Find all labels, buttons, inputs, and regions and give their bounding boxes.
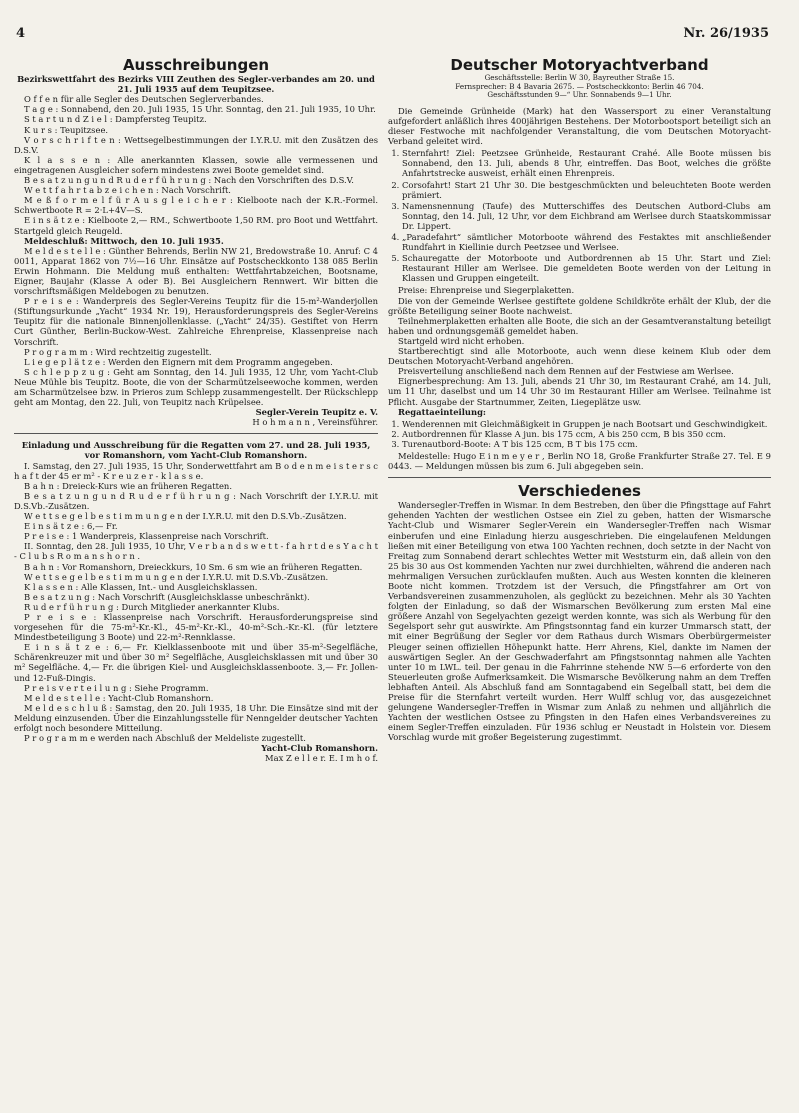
paragraph: I. Samstag, den 27. Juli 1935, 15 Uhr, Sonderwettfahrt am B o d e n m e i s t e r s c h a f t der 45 er m² - K r e u z e r - k l a s s e. [14, 460, 378, 481]
signature-club: Yacht-Club Romanshorn. [261, 743, 378, 754]
paragraph: E i n s ä t z e : 6,— Fr. [24, 521, 118, 532]
event-list [388, 148, 771, 283]
paragraph: Die von der Gemeinde Werlsee gestiftete goldene Schildkröte erhält der Klub, der die größte Beteiligung seiner Boote nachweist. [388, 295, 771, 316]
paragraph: S t a r t u n d Z i e l : Dampfersteg Teupitz. [24, 114, 207, 125]
paragraph: K l a s s e n : Alle anerkannten Klassen, sowie alle vermessenen und eingetragenen Ausgleicher sofern mindestens zwei Boote gemeldet sind. [14, 154, 378, 175]
paragraph: P r e i s e : Wanderpreis des Segler-Vereins Teupitz für die 15-m²-Wanderjollen (Stiftungsurkunde „Yacht“ 1934 Nr. 19), Herausforderungspreis des Segler-Vereins Teupitz für die nationale Binnenjollenklasse. („Yacht“ 24/35). Gestiftet von Herrn Curt Günther, Berlin-Buckow-West. Zahlreiche Ehrenpreise, Klassenpreise nach Vorschrift. [14, 296, 378, 347]
paragraph-wandersegler: Wandersegler-Treffen in Wismar. In dem Bestreben, den über die Pfingsttage auf Fahrt gehenden Yachten der westlichen Ostsee ein Ziel zu geben, hatten der Wismarsche Yacht-Club und Wismarer Segler-Verein ein Wandersegler-Treffen nach Wismar einberufen und eine Einladung hierzu ausgeschrieben. Die eingelaufenen Meldungen ließen mit einer Beteiligung von etwa 100 Yachten rechnen, doch setzte in der Nacht von Freitag zum Sonnabend derart schlechtes Wetter mit Weststurm ein, daß allein von den 25 bis 30 aus Ost kommenden Yachten nur zwei durchhielten, während die anderen nach mehrmaligen Versuchen zurücklaufen mußten. Auch aus Westen konnten die kleineren Boote nicht kommen. Trotzdem ist der Versuch, die Pfingstfahrer am Ort von Verbandsvereinen zusammenzuholen, als geglückt zu bezeichnen. Mehr als 30 Yachten folgten der Einladung, so daß der Wismarschen Bevölkerung zum ersten Mal eine größere Anzahl von Segelyachten gezeigt werden konnte, was sich als Werbung für den Segelsport sehr gut auswirkte. Am Pfingstsonntag fand ein kurzer Ummarsch statt, der mit einer Begrüßung der Segler vor dem Rathaus durch Wismars Oberbürgermeister Pleuger seinen offiziellen Höhepunkt hatte. Herr Ahrens, Kiel, dankte im Namen der auswärtigen Segler. An der Geschwaderfahrt am Pfingstsonntag nahmen alle Yachten unter 10 m LWL. teil. Der genau in die Fahrrinne stehende NW 5—6 erforderte von den Steuerleuten große Aufmerksamkeit. Die Wismarsche Bevölkerung nahm an dem Treffen lebhaften Anteil. Als Abschluß fand am Sonntagabend ein Segelball statt, bei dem die Preise für die Sternfahrt verteilt wurden. Herr Wulff schlug vor, das ausgezeichnet gelungene Wandersegler-Treffen in Wismar zum Anlaß zu nehmen und alljährlich die Yachten der westlichen Ostsee zu Pfingsten in den Hafen eines Verbandsvereines zu einem Segler-Treffen einzuladen. Für 1936 schlug er Neustadt in Holstein vor. Diesem Vorschlag wurde mit großer Begeisterung zugestimmt. [388, 500, 771, 743]
paragraph-intro: Die Gemeinde Grünheide (Mark) hat den Wassersport zu einer Veranstaltung aufgefordert anläßlich ihres 400jährigen Bestehens. Der Motorbootsport beteiligt sich an dieser Festwoche mit nachfolgender Veranstaltung, die vom Deutschen Motoryacht-Verband geleitet wird. [388, 105, 771, 147]
paragraph: W e t t s e g e l b e s t i m m u n g e n der I.Y.R.U. mit den D.S.Vb.-Zusätzen. [24, 511, 347, 522]
issue-number: Nr. 26/1935 [683, 26, 769, 41]
paragraph: W e t t s e g e l b e s t i m m u n g e n der I.Y.R.U. mit D.S.Vb.-Zusätzen. [24, 571, 329, 582]
paragraph: S c h l e p p z u g : Geht am Sonntag, den 14. Juli 1935, 12 Uhr, vom Yacht-Club Neue Mühle bis Teupitz. Boote, die von der Scharmützelseewoche kommen, werden am Scharmützelsee bzw. in Prieros zum Schlepp zusammengestellt. Der Rückschlepp geht am Montag, den 22. Juli, von Teupitz nach Krüpelsee. [14, 366, 378, 408]
paragraph: M e l d e s t e l l e : Günther Behrends, Berlin NW 21, Bredowstraße 10. Anruf: C 4 0011, Apparat 1862 von 7½—16 Uhr. Einsätze auf Postscheckkonto 138 085 Berlin Erwin Hohmann. Die Meldung muß enthalten: Wettfahrtabzeichen, Bootsname, Eigner, Baujahr (Klasse A oder B). Bei Ausgleichern Rennwert. Wir bitten die vorschriftsmäßigen Meldebogen zu benutzen. [14, 245, 378, 297]
paragraph: P r o g r a m m : Wird rechtzeitig zugestellt. [24, 346, 212, 357]
paragraph: Preisverteilung anschließend nach dem Rennen auf der Festwiese am Werlsee. [398, 366, 734, 377]
paragraph-regattaeinteilung: Regattaeinteilung: [398, 406, 487, 417]
paragraph: II. Sonntag, den 28. Juli 1935, 10 Uhr, V e r b a n d s w e t t - f a h r t d e s Y a c h t - C l u b s R o m a n s h o r n . [14, 541, 378, 562]
page-number: 4 [16, 26, 26, 41]
paragraph: B e s a t z u n g u n d R u d e r f ü h r u n g : Nach Vorschrift der I.Y.R.U. mit D.S.Vb.-Zusätzen. [14, 490, 378, 511]
paragraph: Startgeld wird nicht erhoben. [398, 335, 525, 346]
paragraph: E i n s ä t z e : Kielboote 2,— RM., Schwertboote 1,50 RM. pro Boot und Wettfahrt. Startgeld gleich Reugeld. [14, 215, 378, 236]
signature-person: Max Z e l l e r. E. I m h o f. [265, 753, 378, 764]
signature-person: H o h m a n n , Vereinsführer. [252, 417, 378, 428]
paragraph: L i e g e p l ä t z e : Werden den Eignern mit dem Programm angegeben. [24, 356, 333, 367]
divider [388, 477, 771, 478]
paragraph: T a g e : Sonnabend, den 20. Juli 1935, 15 Uhr. Sonntag, den 21. Juli 1935, 10 Uhr. [24, 104, 376, 115]
paragraph: Teilnehmerplaketten erhalten alle Boote, die sich an der Gesamtveranstaltung beteiligt haben und ordnungsgemäß gemeldet haben. [388, 315, 771, 336]
paragraph: B e s a t z u n g : Nach Vorschrift (Ausgleichsklasse unbeschränkt). [24, 591, 310, 602]
right-column [388, 58, 771, 743]
regatta-list [388, 419, 771, 449]
paragraph: M e l d e s c h l u ß : Samstag, den 20. Juli 1935, 18 Uhr. Die Einsätze sind mit der Meldung einzusenden. Über die Einzahlungsstelle für Nenngelder deutscher Yachten erfolgt noch besondere Mitteilung. [14, 702, 378, 733]
paragraph: P r e i s e : 1 Wanderpreis, Klassenpreise nach Vorschrift. [24, 531, 269, 542]
list-item: 1. Wenderennen mit Gleichmäßigkeit in Gruppen je nach Bootsart und Geschwindigkeit. [402, 419, 771, 429]
address-line: Geschäftsstunden 9—“ Uhr. Sonnabends 9—1 Uhr. [487, 90, 672, 100]
list-item: 5. Schauregatte der Motorboote und Autbordrennen ab 15 Uhr. Start und Ziel: Restaurant Hiller am Werlsee. Die gemeldeten Boote werden von der Leitung in Klassen und Gruppen eingeteilt. [402, 253, 771, 283]
paragraph: P r e i s e : Klassenpreise nach Vorschrift. Herausforderungspreise sind vorgesehen für die 75-m²-Kr.-Kl., 45-m²-Kr.-Kl., 40-m²-Sch.-Kr.-Kl. (für letztere Mindestbeteiligung 3 Boote) und 22-m²-Rennklasse. [14, 611, 378, 643]
paragraph: K l a s s e n : Alle Klassen, Int.- und Ausgleichsklassen. [24, 581, 258, 592]
notice-title-romanshorn: Einladung und Ausschreibung für die Regatten vom 27. und 28. Juli 1935, vor Romanshorn, vom Yacht-Club Romanshorn. [21, 440, 371, 461]
paragraph: E i n s ä t z e : 6,— Fr. Kielklassenboote mit und über 35-m²-Segelfläche, Schärenkreuzer mit und über 30 m² Segelfläche, Ausgleichsklassen mit und über 30 m² Segelfläche. 4,— Fr. die übrigen Kiel- und Ausgleichsklassenboote. 3,— Fr. Jollen- und 12-Fuß-Dingis. [14, 642, 378, 683]
paragraph: M e ß f o r m e l f ü r A u s g l e i c h e r : Kielboote nach der K.R.-Formel. Schwertboote R = 2·L+4V—S. [14, 195, 378, 216]
list-item: 2. Autbordrennen für Klasse A jun. bis 175 ccm, A bis 250 ccm, B bis 350 ccm. [402, 429, 771, 439]
notice-title-teupitz: Bezirkswettfahrt des Bezirks VIII Zeuthen des Segler-verbandes am 20. und 21. Juli 1935 auf dem Teupitzsee. [17, 74, 375, 95]
address-line: Geschäftsstelle: Berlin W 30, Bayreuther Straße 15. [484, 73, 675, 83]
paragraph: M e l d e s t e l l e : Yacht-Club Romanshorn. [24, 692, 214, 703]
paragraph: K u r s : Teupitzsee. [24, 124, 109, 135]
paragraph: B e s a t z u n g u n d R u d e r f ü h r u n g : Nach den Vorschriften des D.S.V. [24, 175, 354, 186]
address-line: Fernsprecher: B 4 Bavaria 2675. — Postscheckkonto: Berlin 46 704. [455, 81, 704, 91]
paragraph: Meldestelle: Hugo E i n m e y e r , Berlin NO 18, Große Frankfurter Straße 27. Tel. E 9 0443. — Meldungen müssen bis zum 6. Juli abgegeben sein. [388, 450, 771, 472]
list-item: 2. Corsofahrt! Start 21 Uhr 30. Die bestgeschmückten und beleuchteten Boote werden prämiert. [402, 180, 771, 200]
paragraph: Eignerbesprechung: Am 13. Juli, abends 21 Uhr 30, im Restaurant Crahé, am 14. Juli, um 11 Uhr, daselbst und um 14 Uhr 30 im Restaurant Hiller am Werlsee. Teilnahme ist Pflicht. Ausgabe der Startnummer, Zeiten, Liegeplätze usw. [388, 376, 771, 407]
paragraph: V o r s c h r i f t e n : Wettsegelbestimmungen der I.Y.R.U. mit den Zusätzen des D.S.V. [14, 134, 378, 155]
paragraph: Startberechtigt sind alle Motorboote, auch wenn diese keinem Klub oder dem Deutschen Motoryacht-Verband angehören. [388, 346, 771, 367]
list-item: 3. Turenautbord-Boote: A T bis 125 ccm, B T bis 175 ccm. [402, 439, 771, 449]
paragraph: B a h n : Dreieck-Kurs wie an früheren Regatten. [24, 480, 232, 491]
paragraph-meldeschluss: Meldeschluß: Mittwoch, den 10. Juli 1935. [24, 235, 224, 246]
paragraph: W e t t f a h r t a b z e i c h e n : Nach Vorschrift. [24, 185, 231, 196]
section-heading-verschiedenes: Verschiedenes [518, 482, 641, 501]
paragraph: O f f e n für alle Segler des Deutschen Seglerverbandes. [24, 94, 264, 105]
paragraph: B a h n : Vor Romanshorn, Dreieckkurs, 10 Sm. 6 sm wie an früheren Regatten. [24, 561, 363, 572]
paragraph: Preise: Ehrenpreise und Siegerplaketten. [398, 285, 575, 296]
list-item: 4. „Paradefahrt“ sämtlicher Motorboote während des Festaktes mit anschließender Rundfahrt in Kiellinie durch Peetzsee und Werlsee. [402, 232, 771, 252]
section-heading-ausschreibungen: Ausschreibungen [122, 56, 270, 74]
list-item: 1. Sternfahrt! Ziel: Peetzsee Grünheide, Restaurant Crahé. Alle Boote müssen bis Sonnabend, den 13. Juli, abends 8 Uhr, eintreffen. Das Boot, welches die größte Anfahrtstrecke ausweist, erhält einen Ehrenpreis. [402, 148, 771, 178]
left-column [14, 58, 378, 763]
divider [14, 433, 378, 434]
signature-club: Segler-Verein Teupitz e. V. [255, 407, 378, 418]
paragraph: R u d e r f ü h r u n g : Durch Mitglieder anerkannter Klubs. [24, 601, 280, 612]
list-item: 3. Namensnennung (Taufe) des Mutterschiffes des Deutschen Autbord-Clubs am Sonntag, den 14. Juli, 12 Uhr, vor dem Eichbrand am Werlsee durch Staatskommissar Dr. Lippert. [402, 201, 771, 231]
paragraph: P r o g r a m m e werden nach Abschluß der Meldeliste zugestellt. [24, 733, 306, 744]
paragraph: P r e i s v e r t e i l u n g : Siehe Programm. [24, 682, 209, 693]
section-heading-motoryachtverband: Deutscher Motoryachtverband [450, 56, 709, 74]
